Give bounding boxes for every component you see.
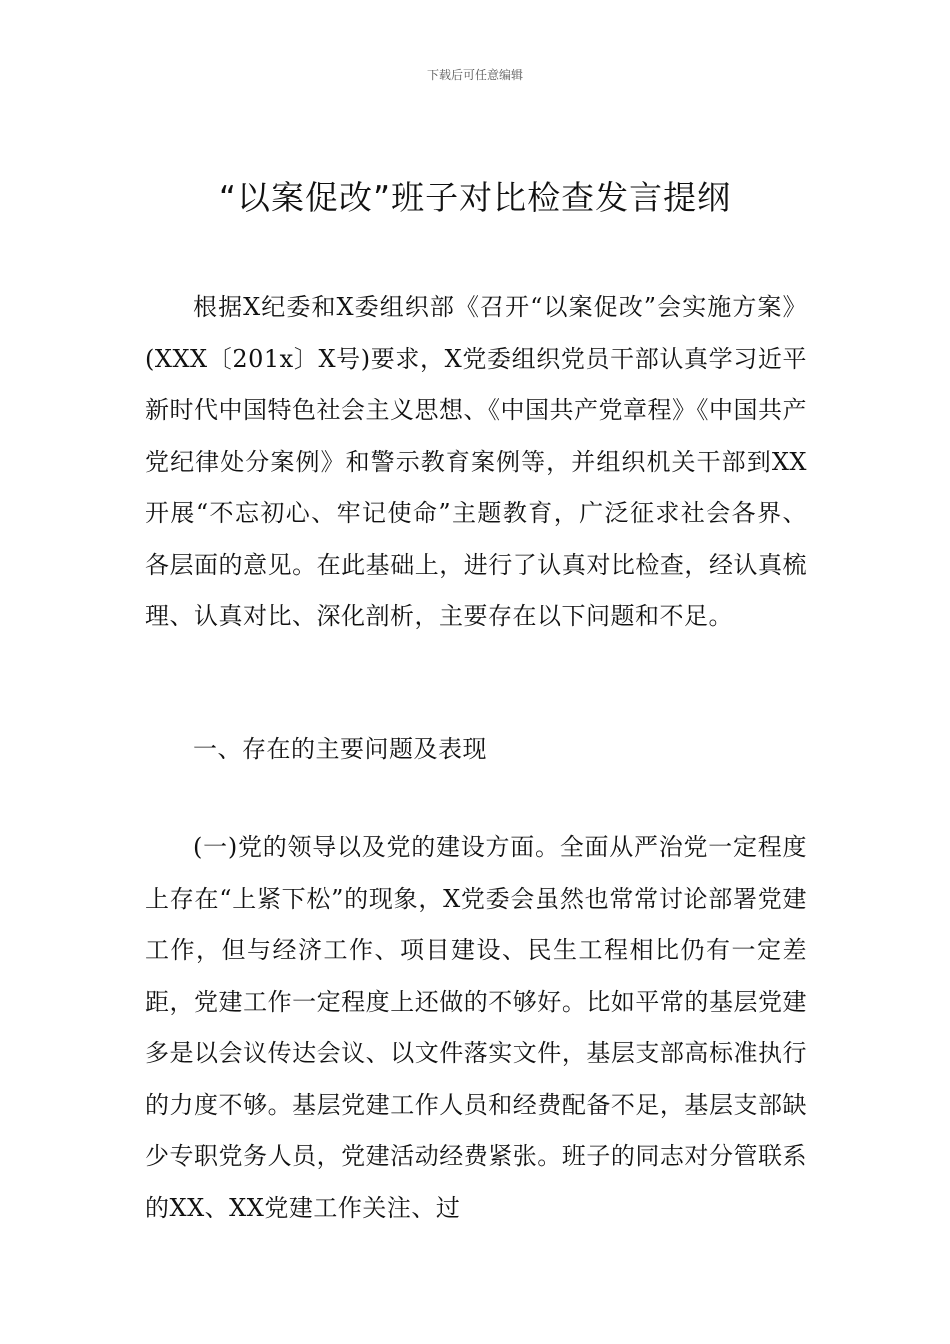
page-header-note: 下载后可任意编辑	[426, 68, 523, 82]
section-heading-one: 一、存在的主要问题及表现	[193, 735, 487, 763]
intro-paragraph: 根据X纪委和X委组织部《召开“以案促改”会实施方案》(XXX〔201x〕X号)要求，X党委组织党员干部认真学习近平新时代中国特色社会主义思想、《中国共产党章程》《中国共产党纪律处分案例》和警示教育案例等，并组织机关干部到XX开展“不忘初心、牢记使命”主题教育，广泛征求社会各界、各层面的意见。在此基础上，进行了认真对比检查，经认真梳理、认真对比、深化剖析，主要存在以下问题和不足。	[145, 293, 807, 630]
document-title: “以案促改”班子对比检查发言提纲	[218, 178, 732, 217]
item-one-paragraph: (一)党的领导以及党的建设方面。全面从严治党一定程度上存在“上紧下松”的现象，X党委会虽然也常常讨论部署党建工作，但与经济工作、项目建设、民生工程相比仍有一定差距，党建工作一定程度上还做的不够好。比如平常的基层党建多是以会议传达会议、以文件落实文件，基层支部高标准执行的力度不够。基层党建工作人员和经费配备不足，基层支部缺少专职党务人员，党建活动经费紧张。班子的同志对分管联系的XX、XX党建工作关注、过	[145, 833, 807, 1222]
